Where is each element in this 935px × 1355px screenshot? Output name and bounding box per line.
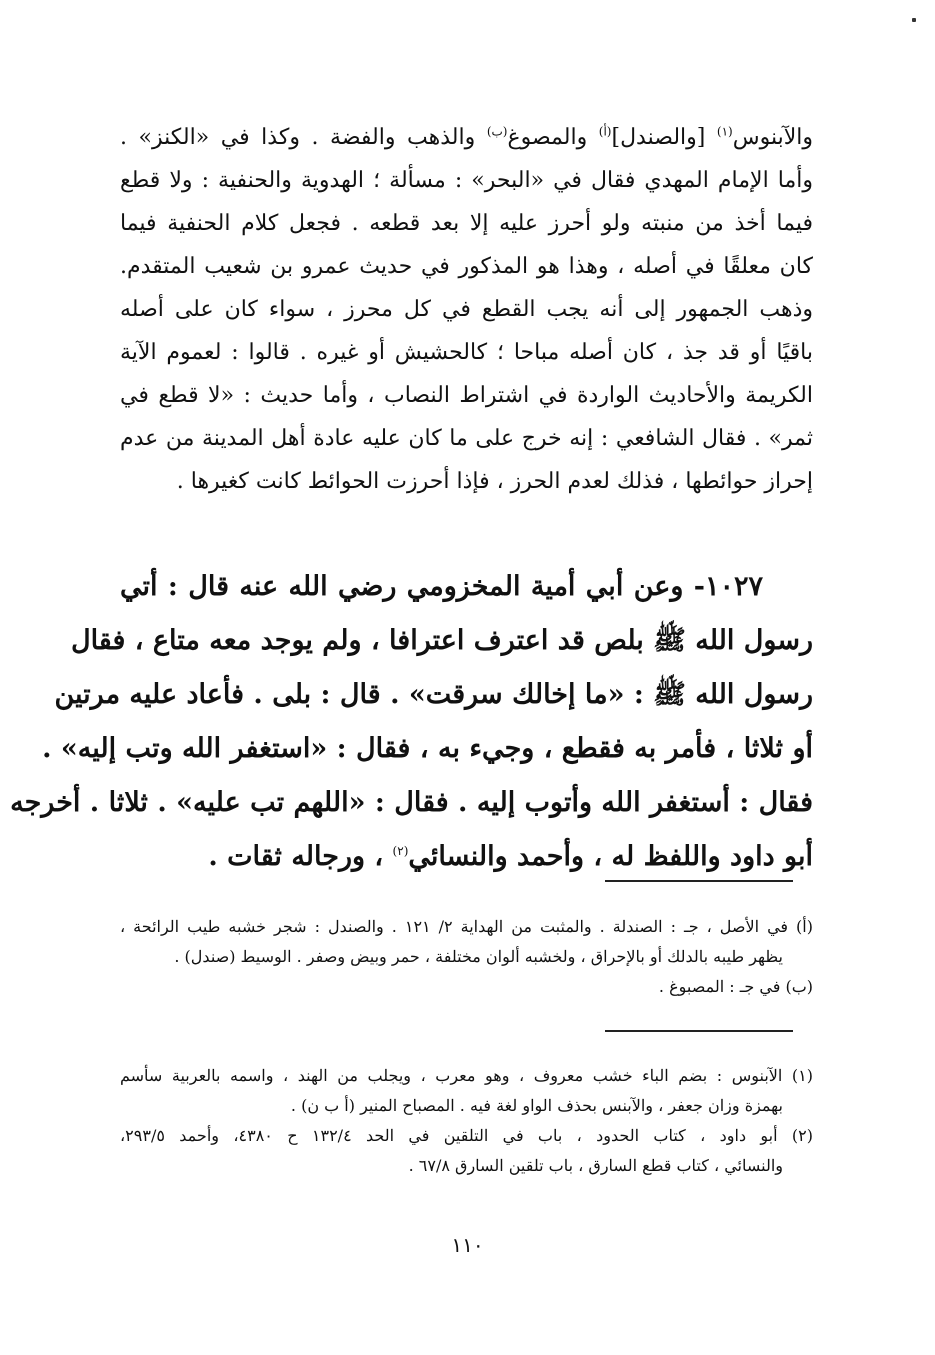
commentary-line-1-part: والذهب والفضة . وكذا في «الكنز» . [120,125,476,150]
commentary-line-1-part: والآبنوس [732,125,813,150]
page-number: ١١٠ [451,1233,484,1257]
commentary-line: باقيًا أو قد جذ ، كان أصله مباحا ؛ كالحشيش أو غيره . قالوا : لعموم الآية [120,340,813,365]
hadith-last-part: أبو داود واللفظ له ، وأحمد والنسائي [408,841,813,872]
footnote-divider [605,880,793,882]
footnote-line: بهمزة وزان جعفر ، والآبنس بحذف الواو لغة فيه . المصباح المنير (أ ب ن) . [290,1096,783,1115]
commentary-line: وذهب الجمهور إلى أنه يجب القطع في كل محرز ، سواء كان على أصله [120,297,813,322]
commentary-line [120,116,813,159]
variant-notes [120,912,813,1002]
commentary-line: كان معلقًا في أصله ، وهذا هو المذكور في حديث عمرو بن شعيب المتقدم. [120,254,813,279]
footnote-ref: (٢) [392,844,409,858]
commentary-line-1-part: والمصوغ [507,125,588,150]
variant-note-line: يظهر طيبه بالدلك أو بالإحراق ، ولخشبه ألوان مختلفة ، حمر وبيض وصفر . الوسيط (صندل) . [174,947,783,966]
hadith-line: رسول الله ﷺ : «ما إخالك سرقت» . قال : بلى . فأعاد عليه مرتين [54,679,813,710]
hadith-line: أو ثلاثا ، فأمر به فقطع ، وجيء به ، فقال : «استغفر الله وتب إليه» . [42,733,813,764]
commentary-line: ثمر» . فقال الشافعي : إنه خرج على ما كان عليه عادة أهل المدينة من عدم [120,426,813,451]
commentary-line: إحراز حوائطها ، فذلك لعدم الحرز ، فإذا أحرزت الحوائط كانت كغيرها . [176,469,813,494]
variant-note-line: (ب) في جـ : المصبوغ . [658,977,813,996]
variant-ref: (ب) [486,124,508,139]
variant-note-line: (أ) في الأصل ، جـ : الصندلة . والمثبت من الهداية ٢/ ١٢١ . والصندل : شجر خشبه طيب الرائحة ، [120,917,813,936]
commentary-line: الكريمة والأحاديث الواردة في اشتراط النصاب ، وأما حديث : «لا قطع في [120,383,813,408]
footnote-line: (٢) أبو داود ، كتاب الحدود ، باب في التلقين في الحد ١٣٢/٤ ح ٤٣٨٠، وأحمد ٢٩٣/٥، [120,1126,814,1145]
hadith-line: فقال : أستغفر الله وأتوب إليه . فقال : «اللهم تب عليه» . ثلاثا . أخرجه [10,787,813,818]
commentary-line-1-part: [والصندل] [611,125,706,150]
commentary-line: وأما الإمام المهدي فقال في «البحر» : مسألة ؛ الهدوية والحنفية : ولا قطع [120,168,813,193]
commentary-line: فيما أخذ من منبته ولو أحرز عليه إلا بعد قطعه . فجعل كلام الحنفية فيما [120,211,813,236]
margin-mark [912,18,916,22]
footnotes [120,1061,813,1181]
footnote-divider [605,1030,793,1032]
footnote-line: (١) الآبنوس : بضم الباء خشب معروف ، وهو معرب ، ويجلب من الهند ، واسمه بالعربية سأسم [120,1066,813,1085]
variant-ref: (أ) [598,124,612,139]
hadith-text [10,560,813,884]
hadith-last-part: ، ورجاله ثقات . [208,841,384,872]
hadith-line: ١٠٢٧- وعن أبي أمية المخزومي رضي الله عنه قال : أتي [120,571,763,602]
hadith-line [120,830,813,884]
footnote-line: والنسائي ، كتاب قطع السارق ، باب تلقين السارق ٦٧/٨ . [408,1156,783,1175]
footnote-ref: (١) [716,124,733,139]
commentary-paragraph [120,116,813,503]
hadith-line: رسول الله ﷺ بلص قد اعترف اعترافا ، ولم يوجد معه متاع ، فقال [70,625,813,656]
